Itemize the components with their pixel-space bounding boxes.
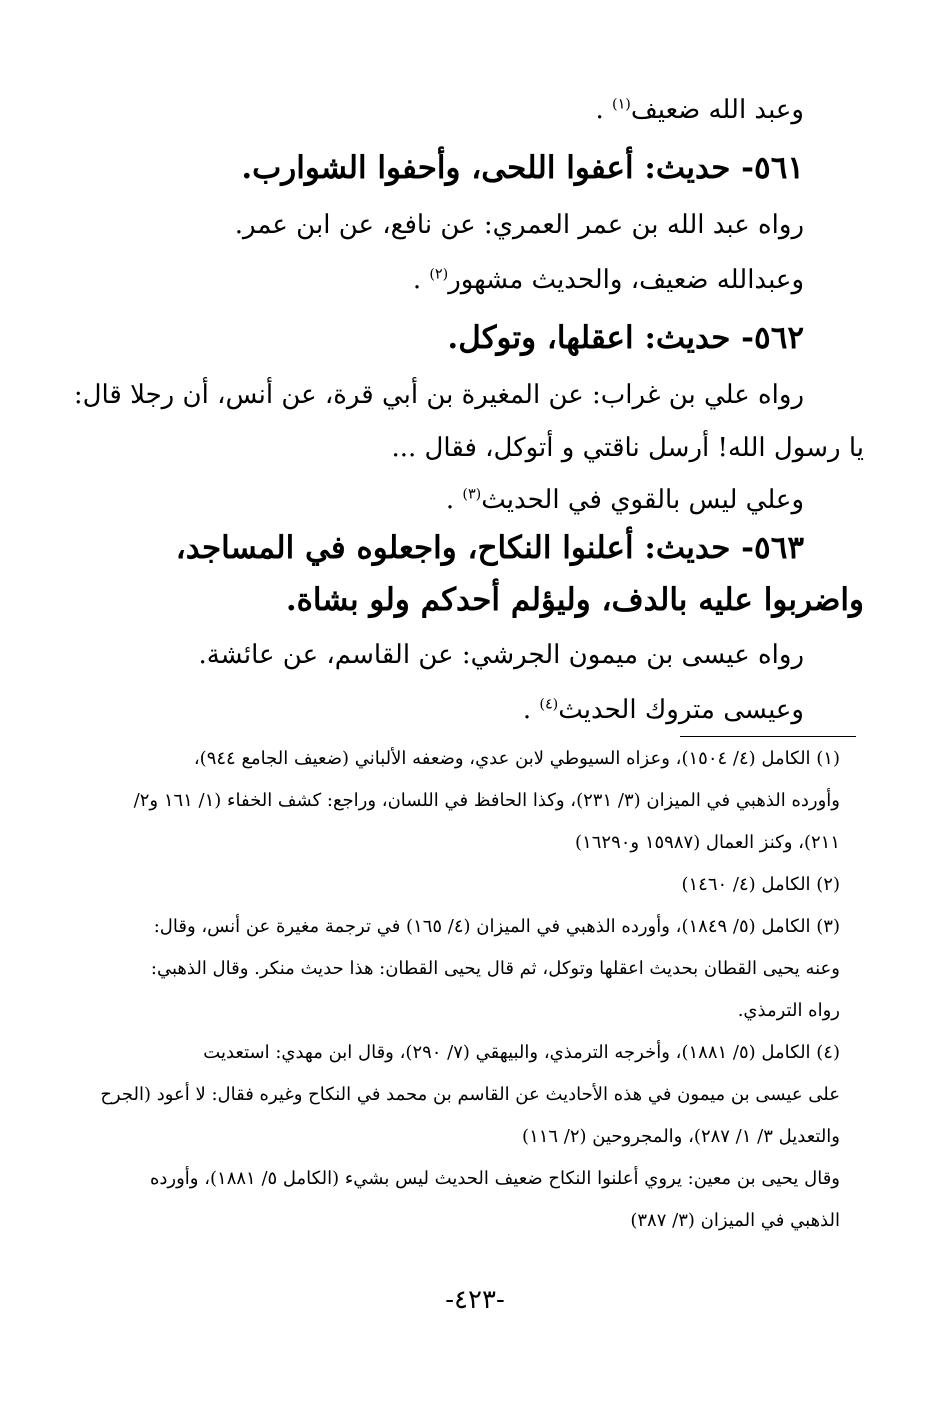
main-line-12-tail: . — [522, 695, 540, 725]
footnote-line-8-text: (٤) الكامل (٥/ ١٨٨١)، وأخرجه الترمذي، والبيهقي (٧/ ٢٩٠)، وقال ابن مهدي: استعديت — [203, 1042, 840, 1063]
hadith-563-heading — [176, 530, 804, 566]
main-line-7 — [391, 433, 864, 463]
footnote-line-2 — [134, 790, 840, 811]
footnote-line-12 — [630, 1210, 840, 1231]
footnote-divider — [680, 736, 856, 737]
footnote-line-1-text: (١) الكامل (٤/ ١٥٠٤)، وعزاه السيوطي لابن عدي، وضعفه الألباني (ضعيف الجامع ٩٤٤)، — [193, 748, 840, 769]
footnote-line-7 — [738, 1000, 840, 1021]
main-line-6-text: رواه علي بن غراب: عن المغيرة بن أبي قرة، عن أنس، أن رجلا قال: — [73, 380, 804, 410]
main-line-11-text: رواه عيسى بن ميمون الجرشي: عن القاسم، عن عائشة. — [198, 640, 804, 670]
footnote-line-5 — [154, 916, 840, 937]
footnote-line-10-text: والتعديل ٣/ ١/ ٢٨٧)، والمجروحين (٢/ ١١٦) — [522, 1126, 840, 1147]
main-line-4 — [413, 265, 804, 295]
hadith-562-title: ٥٦٢- حديث: اعقلها، وتوكل. — [447, 320, 804, 356]
hadith-562-heading — [447, 320, 804, 356]
main-line-8 — [446, 485, 804, 515]
main-line-1-tail: . — [595, 95, 612, 125]
footnote-line-4-text: (٢) الكامل (٤/ ١٤٦٠) — [681, 874, 840, 895]
footnote-line-1 — [194, 748, 840, 769]
main-line-8-text: وعلي ليس بالقوي في الحديث — [481, 485, 804, 515]
main-line-6 — [74, 380, 804, 410]
footnote-line-8 — [203, 1042, 840, 1063]
hadith-561-title: ٥٦١- حديث: أعفوا اللحى، وأحفوا الشوارب. — [241, 150, 804, 186]
footnote-line-4 — [681, 874, 840, 895]
main-line-8-tail: . — [445, 485, 463, 515]
footnote-line-3-text: ٢١١)، وكنز العمال (١٥٩٨٧ و١٦٢٩٠) — [575, 832, 840, 853]
footnote-line-3 — [575, 832, 840, 853]
footnote-line-5-text: (٣) الكامل (٥/ ١٨٤٩)، وأورده الذهبي في الميزان (٤/ ١٦٥) في ترجمة مغيرة عن أنس، وقال: — [153, 916, 840, 937]
footnote-line-7-text: رواه الترمذي. — [737, 1000, 840, 1021]
hadith-563-title: ٥٦٣- حديث: أعلنوا النكاح، واجعلوه في المساجد، — [175, 530, 804, 566]
footnote-ref-1: (١) — [611, 96, 631, 113]
main-line-12-text: وعيسى متروك الحديث — [558, 695, 804, 725]
main-line-7-text: يا رسول الله! أرسل ناقتي و أتوكل، فقال ... — [391, 433, 864, 463]
hadith-563-title-cont: واضربوا عليه بالدف، وليؤلم أحدكم ولو بشاة. — [285, 582, 864, 618]
footnote-ref-4: (٤) — [539, 696, 559, 713]
main-line-1-text: وعبد الله ضعيف — [630, 95, 804, 125]
footnote-ref-3: (٣) — [462, 486, 482, 503]
main-line-11 — [198, 640, 804, 670]
footnote-line-12-text: الذهبي في الميزان (٣/ ٣٨٧) — [630, 1210, 840, 1231]
footnote-line-6-text: وعنه يحيى القطان بحديث اعقلها وتوكل، ثم قال يحيى القطان: هذا حديث منكر. وقال الذهبي: — [150, 958, 840, 979]
footnote-line-2-text: وأورده الذهبي في الميزان (٣/ ٢٣١)، وكذا الحافظ في اللسان، وراجع: كشف الخفاء (١/ ١٦١ و٢/ — [133, 790, 840, 811]
main-line-1 — [595, 95, 804, 125]
main-line-3-text: رواه عبد الله بن عمر العمري: عن نافع، عن ابن عمر. — [234, 210, 804, 240]
main-line-4-tail: . — [412, 265, 430, 295]
hadith-561-heading — [241, 150, 804, 186]
footnote-line-6 — [151, 958, 840, 979]
main-line-4-text: وعبدالله ضعيف، والحديث مشهور — [448, 265, 804, 295]
page-number: -٤٢٣- — [445, 1285, 505, 1315]
main-line-3 — [235, 210, 804, 240]
hadith-563-heading-cont — [286, 582, 864, 618]
footnote-line-11 — [150, 1168, 840, 1189]
main-line-12 — [523, 695, 804, 725]
footnote-line-9 — [100, 1084, 840, 1105]
footnote-line-9-text: على عيسى بن ميمون في هذه الأحاديث عن القاسم بن محمد في النكاح وغيره فقال: لا أعود (الجرح — [100, 1084, 840, 1105]
footnote-line-10 — [522, 1126, 840, 1147]
footnote-ref-2: (٢) — [429, 266, 449, 283]
footnote-line-11-text: وقال يحيى بن معين: يروي أعلنوا النكاح ضعيف الحديث ليس بشيء (الكامل ٥/ ١٨٨١)، وأورده — [149, 1168, 840, 1189]
